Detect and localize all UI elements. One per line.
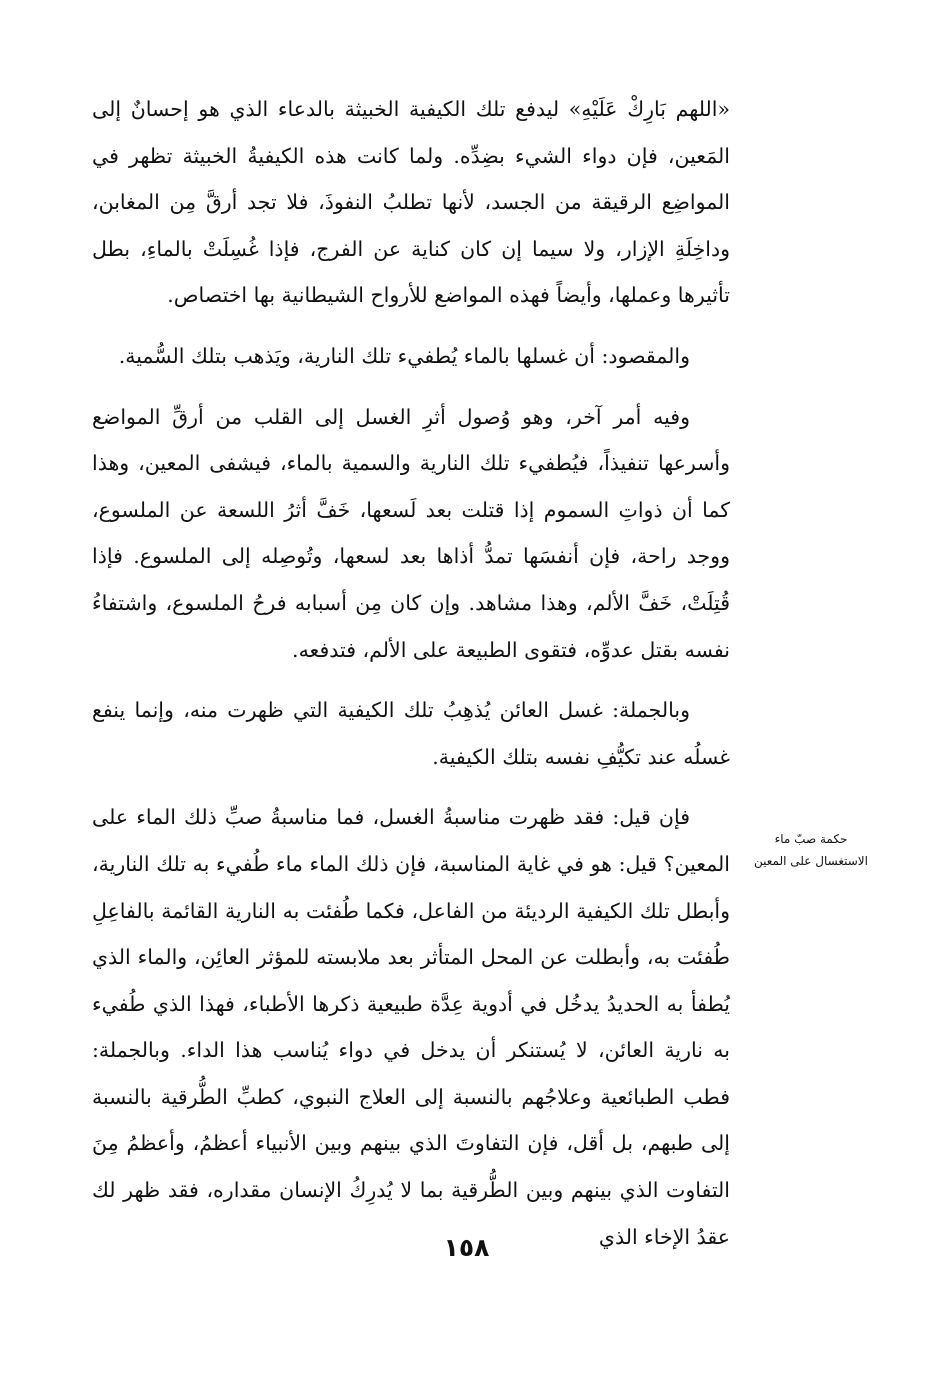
paragraph-5: فإن قيل: فقد ظهرت مناسبةُ الغسل، فما مناسبةُ صبِّ ذلك الماء على المعين؟ قيل: هو في غاية المناسبة، فإن ذلك الماء ماء طُفيء به تلك النارية، وأبطل تلك الكيفية الرديئة من الفاعل، فكما طُفئت به النارية القائمة بالفاعِلِ طُفئت به، وأبطلت عن المحل المتأثر بعد ملابسته للمؤثر العائِن، والماء الذي يُطفأ به الحديدُ يدخُل في أدوية عِدَّة طبيعية ذكرها الأطباء، فهذا الذي طُفيء به نارية العائن، لا يُستنكر أن يدخل في دواء يُناسب هذا الداء. وبالجملة: فطب الطبائعية وعلاجُهم بالنسبة إلى العلاج النبوي، كطبِّ الطُّرقية بالنسبة إلى طبهم، بل أقل، فإن التفاوتَ الذي بينهم وبين الأنبياء أعظمُ، وأعظمُ مِنَ التفاوت الذي بينهم وبين الطُّرقية بما لا يُدرِكُ الإنسان مقداره، فقد ظهر لك عقدُ الإخاء الذي <box>92 805 730 1249</box>
margin-note-line-1: حكمة صبّ ماء <box>774 832 848 846</box>
margin-note-line-2: الاستغسال على المعين <box>754 854 868 868</box>
margin-note <box>746 828 876 872</box>
paragraph-3: وفيه أمر آخر، وهو وُصول أثرِ الغسل إلى القلب من أرقِّ المواضع وأسرعها تنفيذاً، فيُطفيء تلك النارية والسمية بالماء، فيشفى المعين، وهذا كما أن ذواتِ السموم إذا قتلت بعد لَسعها، خَفَّ أثرُ اللسعة عن الملسوع، ووجد راحة، فإن أنفسَها تمدُّ أذاها بعد لسعها، وتُوصِله إلى الملسوع. فإذا قُتِلَتْ، خَفَّ الألم، وهذا مشاهد. وإن كان مِن أسبابه فرحُ الملسوع، واشتفاءُ نفسه بقتل عدوِّه، فتقوى الطبيعة على الألم، فتدفعه. <box>92 404 730 662</box>
page-number: ١٥٨ <box>443 1233 490 1262</box>
paragraph-2: والمقصود: أن غسلها بالماء يُطفيء تلك النارية، ويَذهب بتلك السُّمية. <box>118 343 690 368</box>
paragraph-1: «اللهم بَارِكْ عَلَيْهِ» ليدفع تلك الكيفية الخبيثة بالدعاء الذي هو إحسانٌ إلى المَعين، فإن دواء الشيء بضِدِّه. ولما كانت هذه الكيفيةُ الخبيثة تظهر في المواضِع الرقيقة من الجسد، لأنها تطلبُ النفوذَ، فلا تجد أرقَّ مِن المغابن، وداخِلَةِ الإزار، ولا سيما إن كان كناية عن الفرج، فإذا غُسِلَتْ بالماءِ، بطل تأثيرها وعملها، وأيضاً فهذه المواضع للأرواح الشيطانية بها اختصاص. <box>92 97 730 308</box>
main-text <box>92 86 730 1260</box>
paragraph-4: وبالجملة: غسل العائن يُذهِبُ تلك الكيفية التي ظهرت منه، وإنما ينفع غسلُه عند تكيُّفِ نفسه بتلك الكيفية. <box>92 698 730 769</box>
